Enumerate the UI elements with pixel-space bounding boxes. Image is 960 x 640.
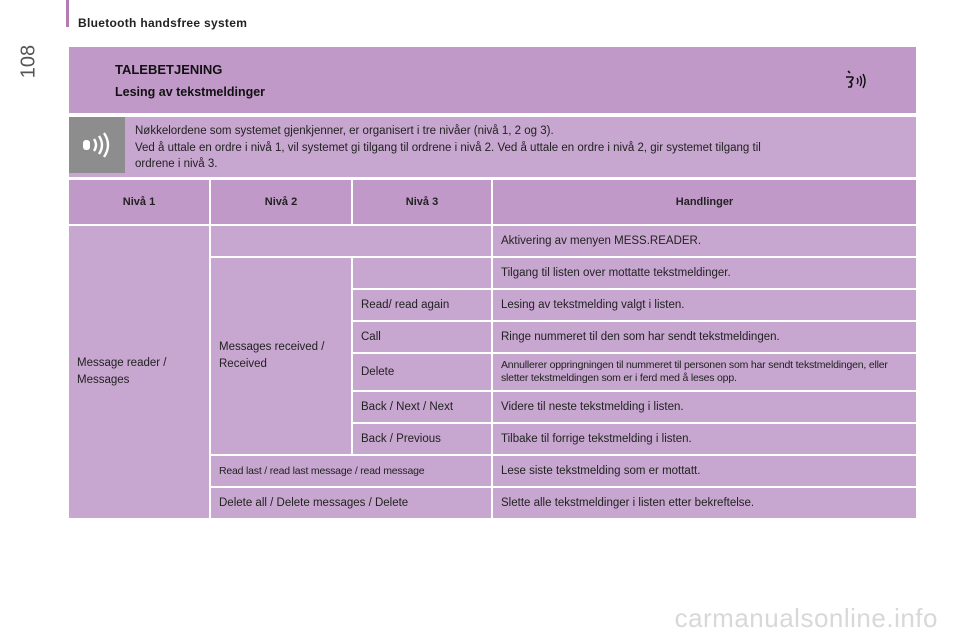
action-row-9: Slette alle tekstmeldinger i listen etter bekreftelse. xyxy=(493,488,916,518)
col-header-level2: Nivå 2 xyxy=(211,180,351,224)
level3-read: Read/ read again xyxy=(353,290,491,320)
watermark: carmanualsonline.info xyxy=(674,603,938,633)
action-row-2: Tilgang til listen over mottatte tekstmeldinger. xyxy=(493,258,916,288)
info-row xyxy=(69,117,916,177)
col-header-level1: Nivå 1 xyxy=(69,180,209,224)
action-row-5 xyxy=(493,354,916,390)
steering-voice-button-icon xyxy=(69,117,125,173)
page-number: 108 xyxy=(17,44,40,79)
section-title: TALEBETJENING xyxy=(115,62,223,77)
action-row-6: Videre til neste tekstmelding i listen. xyxy=(493,392,916,422)
section-subtitle: Lesing av tekstmeldinger xyxy=(115,85,266,99)
row1-empty-cell xyxy=(211,226,491,256)
section-title-box xyxy=(69,47,916,113)
commands-table xyxy=(69,180,916,518)
row2-empty-cell xyxy=(353,258,491,288)
level1-cell xyxy=(69,226,209,518)
info-text xyxy=(135,123,905,173)
level3-previous: Back / Previous xyxy=(353,424,491,454)
action-row-8: Lese siste tekstmelding som er mottatt. xyxy=(493,456,916,486)
header-accent-bar xyxy=(66,0,69,27)
info-line-3: ordrene i nivå 3. xyxy=(135,158,218,170)
header-title: Bluetooth handsfree system xyxy=(78,16,248,30)
level3-call: Call xyxy=(353,322,491,352)
level2-read-last: Read last / read last message / read message xyxy=(211,456,491,486)
action-row-7: Tilbake til forrige tekstmelding i listen. xyxy=(493,424,916,454)
level2-delete-all: Delete all / Delete messages / Delete xyxy=(211,488,491,518)
info-line-1: Nøkkelordene som systemet gjenkjenner, er organisert i tre nivåer (nivå 1, 2 og 3). xyxy=(135,125,554,137)
level2-received-cell xyxy=(211,258,351,454)
level1-text: Message reader / Messages xyxy=(77,357,167,386)
col-header-level3: Nivå 3 xyxy=(353,180,491,224)
col-header-actions: Handlinger xyxy=(493,180,916,224)
voice-command-icon xyxy=(844,67,870,95)
action-row-1: Aktivering av menyen MESS.READER. xyxy=(493,226,916,256)
action-row-4: Ringe nummeret til den som har sendt tekstmeldingen. xyxy=(493,322,916,352)
level3-delete: Delete xyxy=(353,354,491,390)
level3-next: Back / Next / Next xyxy=(353,392,491,422)
info-line-2: Ved å uttale en ordre i nivå 1, vil systemet gi tilgang til ordrene i nivå 2. Ved å uttale en ordre i nivå 2, gir systemet tilgang til xyxy=(135,141,761,154)
action-row-3: Lesing av tekstmelding valgt i listen. xyxy=(493,290,916,320)
level2-received-text: Messages received / Received xyxy=(219,341,325,370)
action-row-5-text: Annullerer oppringningen til nummeret til personen som har sendt tekstmeldingen, eller sletter tekstmeldingen som er i ferd med å leses opp. xyxy=(501,359,888,384)
